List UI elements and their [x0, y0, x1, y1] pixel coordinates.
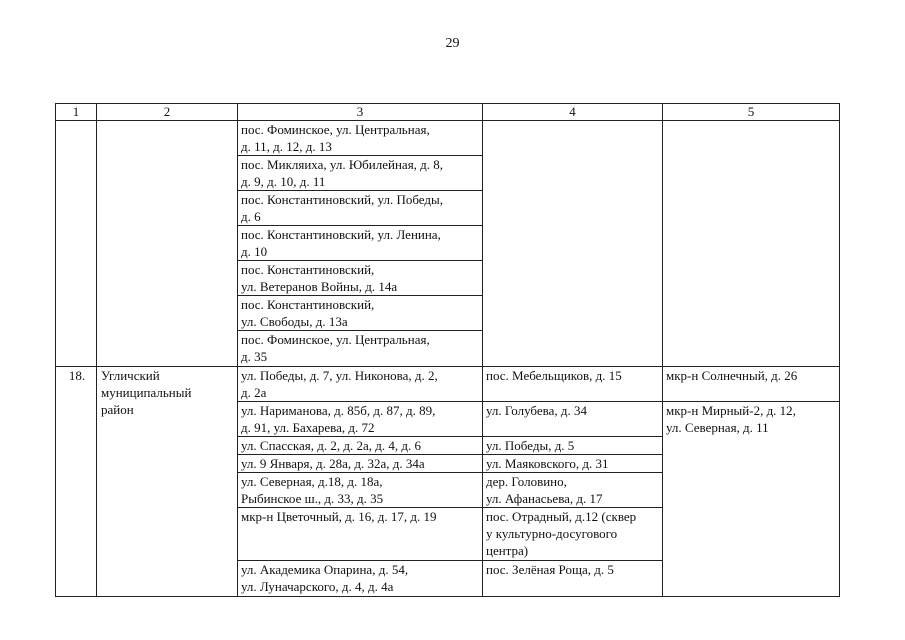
address-stack: [238, 367, 483, 597]
address-stack: [238, 121, 483, 367]
location-cell: пос. Мебельщиков, д. 15: [483, 367, 662, 402]
address-cell: пос. Константиновский, ул. Ветеранов Войны, д. 14а: [238, 261, 482, 296]
cell-empty: [663, 121, 840, 367]
address-cell: ул. Победы, д. 7, ул. Никонова, д. 2, д. 2а: [238, 367, 482, 402]
location-cell: дер. Головино, ул. Афанасьева, д. 17: [483, 473, 662, 508]
cell-empty: [97, 121, 238, 367]
location-cell: пос. Зелёная Роща, д. 5: [486, 562, 614, 577]
address-cell: ул. Нариманова, д. 85б, д. 87, д. 89, д. 91, ул. Бахарева, д. 72: [238, 402, 482, 437]
address-cell: мкр-н Цветочный, д. 16, д. 17, д. 19: [238, 508, 482, 561]
address-cell: ул. Спасская, д. 2, д. 2а, д. 4, д. 6: [238, 437, 482, 455]
column-header-5: 5: [663, 104, 840, 121]
row-number: 18.: [56, 367, 97, 597]
location-stack: [483, 367, 663, 597]
address-cell: пос. Константиновский, ул. Победы, д. 6: [238, 191, 482, 226]
document-table: [55, 103, 840, 597]
address-cell: пос. Фоминское, ул. Центральная, д. 35: [241, 332, 430, 364]
page-number: 29: [445, 36, 460, 51]
location-cell: ул. Маяковского, д. 31: [483, 455, 662, 473]
location-cell: ул. Голубева, д. 34: [483, 402, 662, 437]
cell-empty: [56, 121, 97, 367]
district-name: Угличский муниципальный район: [97, 367, 238, 597]
table-row-18: [56, 367, 840, 597]
location-cell: мкр-н Мирный-2, д. 12, ул. Северная, д. 11: [666, 403, 796, 435]
table-header-row: [56, 104, 840, 121]
address-cell: пос. Константиновский, ул. Свободы, д. 13а: [238, 296, 482, 331]
column-header-1: 1: [56, 104, 97, 121]
location-cell: мкр-н Солнечный, д. 26: [663, 367, 839, 402]
address-cell: ул. Северная, д.18, д. 18а, Рыбинское ш., д. 33, д. 35: [238, 473, 482, 508]
column-header-2: 2: [97, 104, 238, 121]
location-cell: пос. Отрадный, д.12 (сквер у культурно-досугового центра): [483, 508, 662, 561]
address-cell: пос. Микляиха, ул. Юбилейная, д. 8, д. 9, д. 10, д. 11: [238, 156, 482, 191]
location-stack-5: [663, 367, 840, 597]
address-cell: ул. 9 Января, д. 28а, д. 32а, д. 34а: [238, 455, 482, 473]
table-row-continuation: [56, 121, 840, 367]
cell-empty: [483, 121, 663, 367]
address-cell: ул. Академика Опарина, д. 54, ул. Луначарского, д. 4, д. 4а: [241, 562, 409, 594]
column-header-3: 3: [238, 104, 483, 121]
address-cell: пос. Фоминское, ул. Центральная, д. 11, д. 12, д. 13: [238, 121, 482, 156]
address-cell: пос. Константиновский, ул. Ленина, д. 10: [238, 226, 482, 261]
column-header-4: 4: [483, 104, 663, 121]
location-cell: ул. Победы, д. 5: [483, 437, 662, 455]
